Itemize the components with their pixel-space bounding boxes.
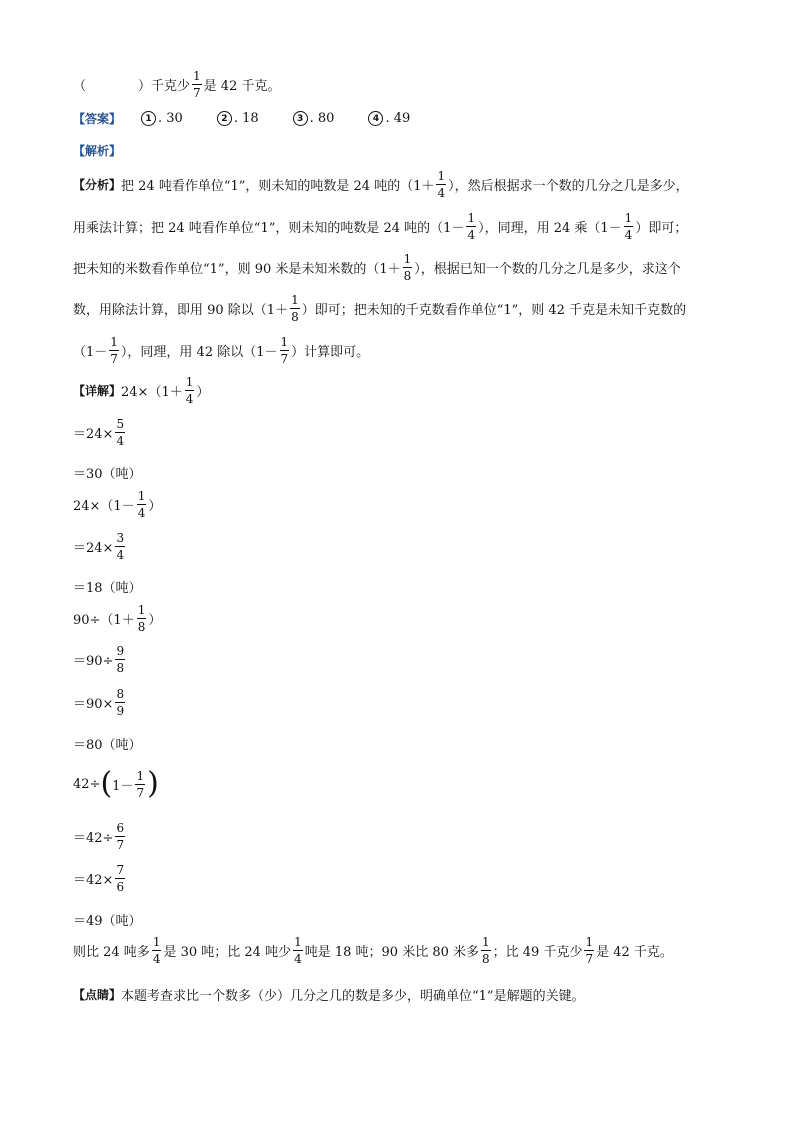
fraction: $\frac{8}{9}$: [116, 687, 125, 718]
answer-blank: （ ）: [73, 79, 152, 94]
detail-line-2: ＝24× $\frac{5}{4}$: [73, 417, 125, 448]
fraction: $\frac{6}{7}$: [116, 821, 125, 852]
answer-item: 1 . 30: [141, 111, 183, 126]
answer-line: [73, 110, 410, 127]
fraction: $\frac{1}{4}$: [185, 375, 194, 406]
detail-line-10: ＝80（吨）: [73, 738, 142, 753]
fraction: $\frac{1}{8}$: [291, 293, 299, 324]
analysis-label: 【解析】: [73, 144, 122, 158]
fraction: $\frac{1}{4}$: [152, 935, 161, 966]
conclusion-line: 则比 24 吨多 $\frac{1}{4}$ 是 30 吨；比 24 吨少 $\frac{1}{4}$ 吨是 18 吨；90 米比 80 米多 $\frac{1}{8}$ ；比 49 千克少 $\frac{1}{7}$ 是 42 千克。: [73, 935, 673, 966]
detail-line-11: 42÷ ( 1－ $\frac{1}{7}$ ): [73, 766, 159, 801]
answer-item: 2 . 18: [217, 111, 259, 126]
fraction: $\frac{1}{4}$: [467, 211, 476, 242]
detail-line-4: 24×（1－ $\frac{1}{4}$ ）: [73, 489, 162, 520]
fraction: $\frac{1}{4}$: [624, 211, 633, 242]
analysis-line-2: 用乘法计算；把 24 吨看作单位“1”，则未知的吨数是 24 吨的（1－ $\frac{1}{4}$ ），同理，用 24 乘（1－ $\frac{1}{4}$ ）即可；: [73, 211, 688, 242]
answer-item: 4 . 49: [368, 111, 410, 126]
question-line: （ ） 千克少 $\frac{1}{7}$ 是 42 千克。: [73, 69, 281, 100]
fraction: $\frac{1}{4}$: [137, 489, 146, 520]
keypoint-line: 【点睛】 本题考查求比一个数多（少）几分之几的数是多少，明确单位“1”是解题的关键。: [73, 988, 585, 1004]
fraction: $\frac{1}{7}$: [110, 335, 118, 366]
detail-line-12: ＝42÷ $\frac{6}{7}$: [73, 821, 125, 852]
fraction: $\frac{1}{7}$: [136, 768, 145, 800]
answer-label: 【答案】: [73, 112, 122, 126]
fraction: $\frac{1}{4}$: [294, 935, 302, 966]
detail-line-13: ＝42× $\frac{7}{6}$: [73, 863, 125, 894]
detail-line-3: ＝30（吨）: [73, 467, 142, 482]
analysis-line-1: 【分析】 把 24 吨看作单位“1”，则未知的吨数是 24 吨的（1＋ $\frac{1}{4}$ ），然后根据求一个数的几分之几是多少，: [73, 169, 689, 200]
fraction: $\frac{3}{4}$: [116, 531, 125, 562]
analysis-line-5: （1－ $\frac{1}{7}$ ），同理，用 42 除以（1－ $\frac{1}{7}$ ）计算即可。: [73, 335, 370, 366]
fraction: $\frac{9}{8}$: [116, 644, 125, 675]
fraction: $\frac{1}{7}$: [280, 335, 289, 366]
answer-item: 3 . 80: [293, 111, 335, 126]
detail-line-8: ＝90÷ $\frac{9}{8}$: [73, 644, 125, 675]
analysis-line-4: 数，用除法计算，即用 90 除以（1＋ $\frac{1}{8}$ ）即可；把未知的千克数看作单位“1”，则 42 千克是未知千克数的: [73, 293, 687, 324]
fraction: $\frac{7}{6}$: [116, 863, 125, 894]
fraction: $\frac{1}{7}$: [585, 935, 594, 966]
fraction: $\frac{1}{7}$: [193, 69, 201, 100]
analysis-line-3: 把未知的米数看作单位“1”，则 90 米是未知米数的（1＋ $\frac{1}{8}$ ），根据已知一个数的几分之几是多少，求这个: [73, 252, 681, 283]
fraction: $\frac{1}{4}$: [437, 169, 446, 200]
detail-line-14: ＝49（吨）: [73, 914, 142, 929]
detail-line-6: ＝18（吨）: [73, 581, 142, 596]
fraction: $\frac{5}{4}$: [116, 417, 125, 448]
detail-line-5: ＝24× $\frac{3}{4}$: [73, 531, 125, 562]
fraction: $\frac{1}{8}$: [137, 603, 146, 634]
detail-line-7: 90÷（1＋ $\frac{1}{8}$ ）: [73, 603, 162, 634]
fraction: $\frac{1}{8}$: [403, 252, 412, 283]
detail-line-1: 【详解】 24×（1＋ $\frac{1}{4}$ ）: [73, 375, 210, 406]
fraction: $\frac{1}{8}$: [482, 935, 490, 966]
detail-line-9: ＝90× $\frac{8}{9}$: [73, 687, 125, 718]
